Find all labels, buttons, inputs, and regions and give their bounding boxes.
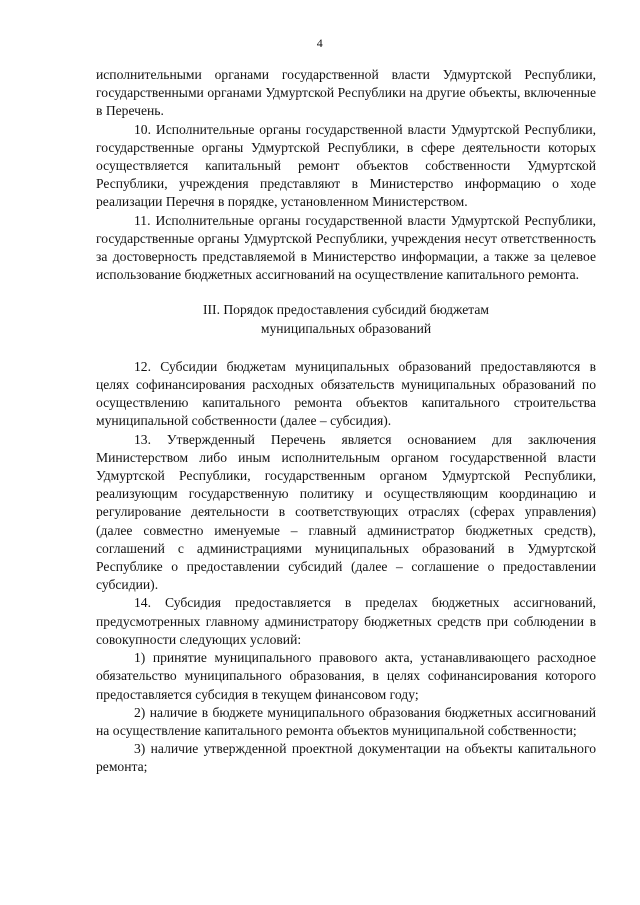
paragraph-11: 11. Исполнительные органы государственной власти Удмуртской Республики, государственные органы Удмуртской Республики, учреждения несут ответственность за достоверность представляемой в Министерство информации, а также за целевое использование бюджетных ассигнований на осуществление капитального ремонта. <box>96 212 596 283</box>
paragraph-10: 10. Исполнительные органы государственной власти Удмуртской Республики, государственные органы Удмуртской Республики, в сфере деятельности которых осуществляется капитальный ремонт объектов собственности Удмуртской Республики, учреждения представляют в Министерство информацию о ходе реализации Перечня в порядке, установленном Министерством. <box>96 121 596 210</box>
section-heading-line-1: III. Порядок предоставления субсидий бюджетам <box>202 302 489 318</box>
section-heading-line-2: муниципальных образований <box>260 320 432 336</box>
paragraphs-after-heading <box>96 358 596 777</box>
condition-1: 1) принятие муниципального правового акта, устанавливающего расходное обязательство муниципального образования, в целях софинансирования которого предоставляется субсидия в текущем финансовом году; <box>96 650 596 702</box>
page-number: 4 <box>316 36 324 50</box>
section-heading <box>96 301 596 337</box>
paragraph-12: 12. Субсидии бюджетам муниципальных образований предоставляются в целях софинансирования расходных обязательств муниципальных образований по осуществлению капитального ремонта объектов капитального строительства муниципальной собственности (далее – субсидия). <box>96 358 596 429</box>
condition-3: 3) наличие утвержденной проектной документации на объекты капитального ремонта; <box>96 741 596 775</box>
paragraph-14: 14. Субсидия предоставляется в пределах бюджетных ассигнований, предусмотренных главному администратору бюджетных средств при соблюдении в совокупности следующих условий: <box>96 595 596 647</box>
condition-2: 2) наличие в бюджете муниципального образования бюджетных ассигнований на осуществление капитального ремонта объектов муниципальной собственности; <box>96 704 596 738</box>
paragraphs-before-heading <box>96 66 596 284</box>
document-body <box>96 66 596 777</box>
paragraph-13: 13. Утвержденный Перечень является основанием для заключения Министерством либо иным исполнительным органом государственной власти Удмуртской Республики, государственным органом Удмуртской Республики, реализующим государственную политику и осуществляющим координацию и регулирование деятельности в соответствующих отраслях (сферах управления) (далее совместно именуемые – главный администратор бюджетных средств), соглашений с администрациями муниципальных образований в Удмуртской Республике о предоставлении субсидий (далее – соглашение о предоставлении субсидии). <box>96 431 596 593</box>
paragraph-continuation: исполнительными органами государственной власти Удмуртской Республики, государственными органами Удмуртской Республики на другие объекты, включенные в Перечень. <box>96 67 596 119</box>
